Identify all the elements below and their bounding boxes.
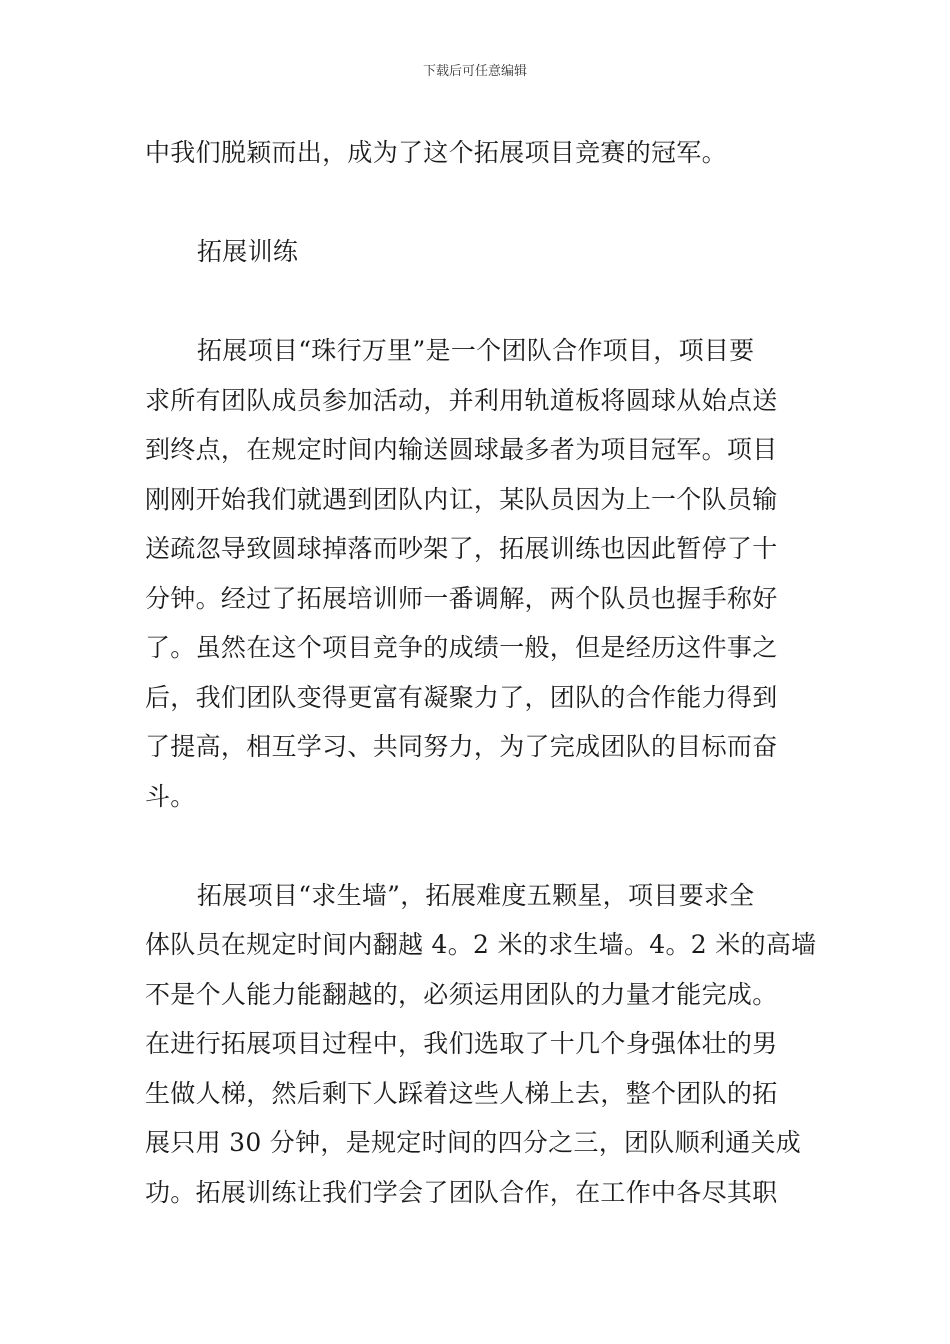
text-line: 到终点，在规定时间内输送圆球最多者为项目冠军。项目	[145, 435, 778, 464]
text-line: 刚刚开始我们就遇到团队内讧，某队员因为上一个队员输	[145, 484, 778, 514]
paragraph-1	[145, 128, 810, 178]
text-line: 求所有团队成员参加活动，并利用轨道板将圆球从始点送	[145, 385, 778, 415]
text-line: 拓展项目“求生墙”，拓展难度五颗星，项目要求全	[197, 880, 755, 910]
text-line: 拓展项目“珠行万里”是一个团队合作项目，项目要	[197, 336, 755, 365]
text-line: 送疏忽导致圆球掉落而吵架了，拓展训练也因此暂停了十	[145, 534, 778, 563]
text-line: 生做人梯，然后剩下人踩着这些人梯上去，整个团队的拓	[145, 1078, 778, 1108]
text-line: 后，我们团队变得更富有凝聚力了，团队的合作能力得到	[145, 682, 778, 712]
text-line: 功。拓展训练让我们学会了团队合作，在工作中各尽其职	[145, 1177, 778, 1207]
paragraph-gap	[145, 277, 810, 327]
paragraph-3	[145, 326, 810, 821]
text-line: 拓展训练	[197, 237, 299, 266]
text-line: 不是个人能力能翻越的，必须运用团队的力量才能完成。	[145, 979, 778, 1009]
section-heading	[145, 227, 810, 277]
text-line: 了。虽然在这个项目竞争的成绩一般，但是经历这件事之	[145, 633, 778, 662]
text-line: 了提高，相互学习、共同努力，为了完成团队的目标而奋	[145, 732, 778, 761]
paragraph-gap	[145, 821, 810, 871]
text-line: 在进行拓展项目过程中，我们选取了十几个身强体壮的男	[145, 1029, 778, 1058]
text-line: 斗。	[145, 781, 196, 811]
page-header-note: 下载后可任意编辑	[422, 64, 527, 79]
text-line: 中我们脱颖而出，成为了这个拓展项目竞赛的冠军。	[145, 138, 727, 167]
paragraph-gap	[145, 178, 810, 228]
text-line: 体队员在规定时间内翻越 4。2 米的求生墙。4。2 米的高墙	[145, 930, 817, 959]
paragraph-4	[145, 871, 817, 1218]
document-body	[145, 128, 817, 1217]
text-line: 展只用 30 分钟，是规定时间的四分之三，团队顺利通关成	[145, 1128, 802, 1157]
text-line: 分钟。经过了拓展培训师一番调解，两个队员也握手称好	[145, 583, 778, 613]
